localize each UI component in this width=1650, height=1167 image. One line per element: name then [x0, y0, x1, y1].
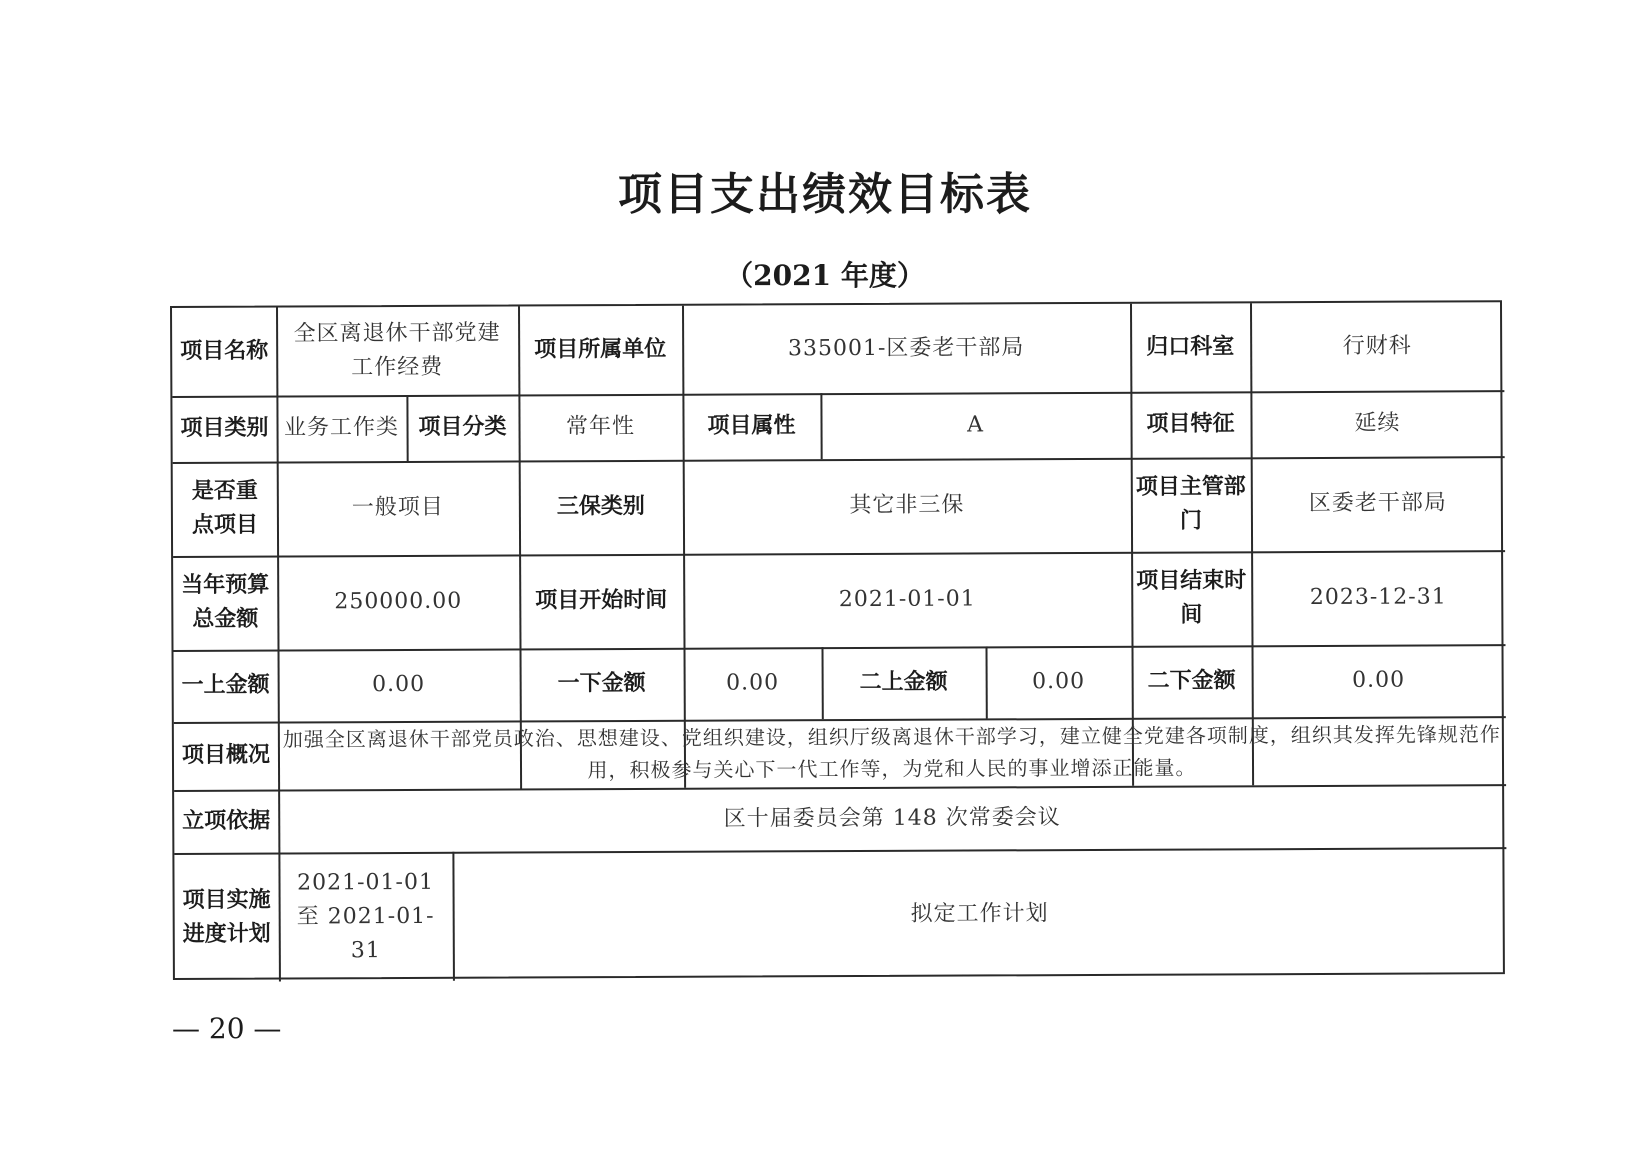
office-label: 归口科室	[1146, 334, 1235, 360]
start-time-value: 2021-01-01	[838, 586, 976, 613]
basis-value: 区十届委员会第 148 次常委会议	[723, 804, 1061, 832]
project-attr-value: A	[967, 412, 985, 438]
key-project-value: 一般项目	[351, 494, 444, 521]
overview-value: 加强全区离退休干部党员政治、思想建设、党组织建设，组织厅级离退休干部学习，建立健全党建各项制度，组织其发挥先锋规范作用，积极参与关心下一代工作等，为党和人民的事业增添正能量。	[282, 722, 1501, 783]
dept-label: 项目主管部门	[1135, 474, 1246, 534]
schedule-value: 拟定工作计划	[910, 900, 1049, 927]
second-down-amount-value: 0.00	[1352, 667, 1406, 693]
second-up-amount-label: 二上金额	[859, 669, 948, 695]
performance-target-table	[170, 300, 1505, 980]
sanbao-value: 其它非三保	[849, 492, 965, 519]
project-name-value: 全区离退休干部党建工作经费	[293, 320, 501, 381]
project-unit-value: 335001-区委老干部局	[787, 335, 1025, 362]
first-up-amount-label: 一上金额	[181, 672, 270, 698]
key-project-label: 是否重点项目	[191, 478, 259, 538]
first-up-amount-value: 0.00	[372, 671, 426, 698]
start-time-label: 项目开始时间	[535, 587, 668, 614]
project-name-label: 项目名称	[180, 338, 269, 364]
project-unit-label: 项目所属单位	[534, 336, 667, 363]
project-type-value: 业务工作类	[283, 415, 400, 441]
second-up-amount-value: 0.00	[1032, 669, 1086, 695]
budget-label: 当年预算总金额	[181, 572, 270, 632]
project-feature-label: 项目特征	[1146, 411, 1235, 437]
schedule-period: 2021-01-01 至 2021-01-31	[296, 869, 435, 963]
project-class-value: 常年性	[565, 413, 636, 440]
page-subtitle: （2021 年度）	[725, 259, 925, 292]
end-time-value: 2023-12-31	[1309, 584, 1447, 611]
first-down-amount-value: 0.00	[726, 670, 780, 696]
project-attr-label: 项目属性	[707, 413, 796, 439]
second-down-amount-label: 二下金额	[1147, 668, 1236, 694]
project-class-label: 项目分类	[418, 414, 507, 440]
office-value: 行财科	[1342, 333, 1412, 359]
schedule-label: 项目实施进度计划	[182, 887, 271, 947]
sanbao-label: 三保类别	[556, 493, 645, 520]
end-time-label: 项目结束时间	[1136, 568, 1247, 628]
page-title: 项目支出绩效目标表	[618, 169, 1032, 220]
dept-value: 区委老干部局	[1308, 490, 1447, 517]
project-feature-value: 延续	[1354, 410, 1401, 436]
overview-label: 项目概况	[181, 742, 271, 768]
page-number: — 20 —	[172, 1012, 282, 1045]
basis-label: 立项依据	[182, 808, 271, 834]
budget-value: 250000.00	[334, 588, 463, 615]
first-down-amount-label: 一下金额	[557, 670, 646, 697]
project-type-label: 项目类别	[180, 415, 269, 441]
